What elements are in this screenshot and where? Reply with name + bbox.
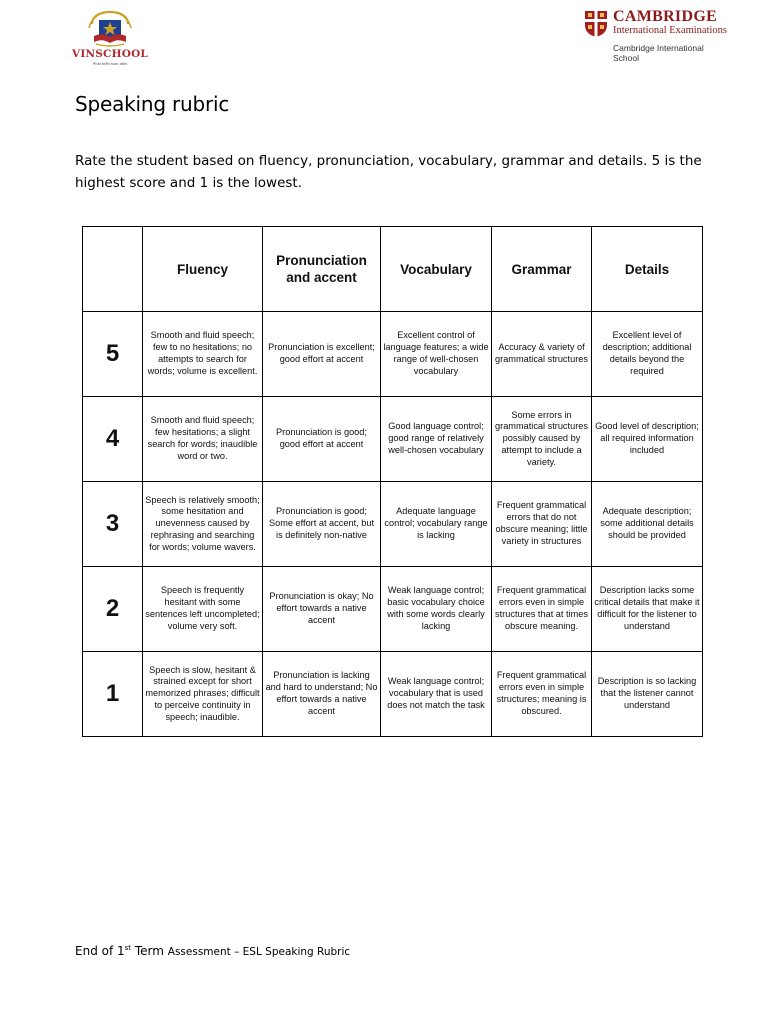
- table-row: [83, 482, 703, 567]
- page-title: Speaking rubric: [75, 92, 230, 116]
- header-pronunciation: Pronunciation and accent: [263, 227, 381, 312]
- vocabulary-cell: Excellent control of language features; a wide range of well-chosen vocabulary: [381, 312, 492, 397]
- details-cell: Description is so lacking that the listener cannot understand: [592, 652, 703, 737]
- footer-superscript: st: [124, 944, 132, 952]
- fluency-cell: Speech is relatively smooth; some hesitation and unevenness caused by rephrasing and searching for words; volume wavers.: [143, 482, 263, 567]
- cambridge-shield-icon: [584, 10, 608, 38]
- vocabulary-cell: Weak language control; vocabulary that is used does not match the task: [381, 652, 492, 737]
- grammar-cell: Frequent grammatical errors even in simple structures; meaning is obscured.: [492, 652, 592, 737]
- cambridge-name: CAMBRIDGE: [613, 8, 718, 25]
- fluency-cell: Smooth and fluid speech; few to no hesitations; no attempts to search for words; volume is excellent.: [143, 312, 263, 397]
- pronunciation-cell: Pronunciation is good; good effort at accent: [263, 397, 381, 482]
- details-cell: Adequate description; some additional details should be provided: [592, 482, 703, 567]
- vocabulary-cell: Adequate language control; vocabulary range is lacking: [381, 482, 492, 567]
- speaking-rubric-table: [82, 226, 703, 737]
- header-score: [83, 227, 143, 312]
- vocabulary-cell: Good language control; good range of relatively well-chosen vocabulary: [381, 397, 492, 482]
- footer: [75, 944, 350, 958]
- header-details: Details: [592, 227, 703, 312]
- vinschool-emblem-icon: [86, 10, 134, 50]
- instructions-text: Rate the student based on fluency, pronunciation, vocabulary, grammar and details. 5 is the highest score and 1 is the lowest.: [75, 153, 702, 191]
- score-cell: 3: [83, 482, 143, 567]
- score-cell: 1: [83, 652, 143, 737]
- vinschool-name: VINSCHOOL: [72, 48, 148, 60]
- details-cell: Excellent level of description; additional details beyond the required: [592, 312, 703, 397]
- table-row: [83, 652, 703, 737]
- pronunciation-cell: Pronunciation is lacking and hard to understand; No effort towards a native accent: [263, 652, 381, 737]
- table-header-row: [83, 227, 703, 312]
- pronunciation-cell: Pronunciation is excellent; good effort at accent: [263, 312, 381, 397]
- grammar-cell: Accuracy & variety of grammatical structures: [492, 312, 592, 397]
- details-cell: Good level of description; all required information included: [592, 397, 703, 482]
- footer-term: Term: [131, 944, 168, 958]
- footer-rest: Assessment – ESL Speaking Rubric: [167, 946, 351, 958]
- table-row: [83, 397, 703, 482]
- table-row: [83, 312, 703, 397]
- header-vocabulary: Vocabulary: [381, 227, 492, 312]
- fluency-cell: Speech is slow, hesitant & strained except for short memorized phrases; difficult to perceive continuity in speech; inaudible.: [143, 652, 263, 737]
- cambridge-subtitle: International Examinations: [613, 25, 728, 36]
- fluency-cell: Speech is frequently hesitant with some sentences left uncompleted; volume very soft.: [143, 567, 263, 652]
- score-cell: 4: [83, 397, 143, 482]
- pronunciation-cell: Pronunciation is okay; No effort towards a native accent: [263, 567, 381, 652]
- grammar-cell: Frequent grammatical errors that do not obscure meaning; little variety in structures: [492, 482, 592, 567]
- fluency-cell: Smooth and fluid speech; few hesitations; a slight search for words; inaudible word or two.: [143, 397, 263, 482]
- table-row: [83, 567, 703, 652]
- vinschool-logo: [72, 10, 148, 68]
- header-fluency: Fluency: [143, 227, 263, 312]
- pronunciation-cell: Pronunciation is good; Some effort at accent, but is definitely non-native: [263, 482, 381, 567]
- header-grammar: Grammar: [492, 227, 592, 312]
- footer-prefix: End of 1: [75, 944, 125, 958]
- score-cell: 5: [83, 312, 143, 397]
- grammar-cell: Some errors in grammatical structures possibly caused by attempt to include a variety.: [492, 397, 592, 482]
- cambridge-school: Cambridge International School: [613, 43, 704, 63]
- score-cell: 2: [83, 567, 143, 652]
- grammar-cell: Frequent grammatical errors even in simple structures that at times obscure meaning.: [492, 567, 592, 652]
- details-cell: Description lacks some critical details that make it difficult for the listener to understand: [592, 567, 703, 652]
- vocabulary-cell: Weak language control; basic vocabulary choice with some words clearly lacking: [381, 567, 492, 652]
- vinschool-tagline: Phát triển toàn diện: [92, 61, 128, 66]
- cambridge-logo: [582, 8, 732, 63]
